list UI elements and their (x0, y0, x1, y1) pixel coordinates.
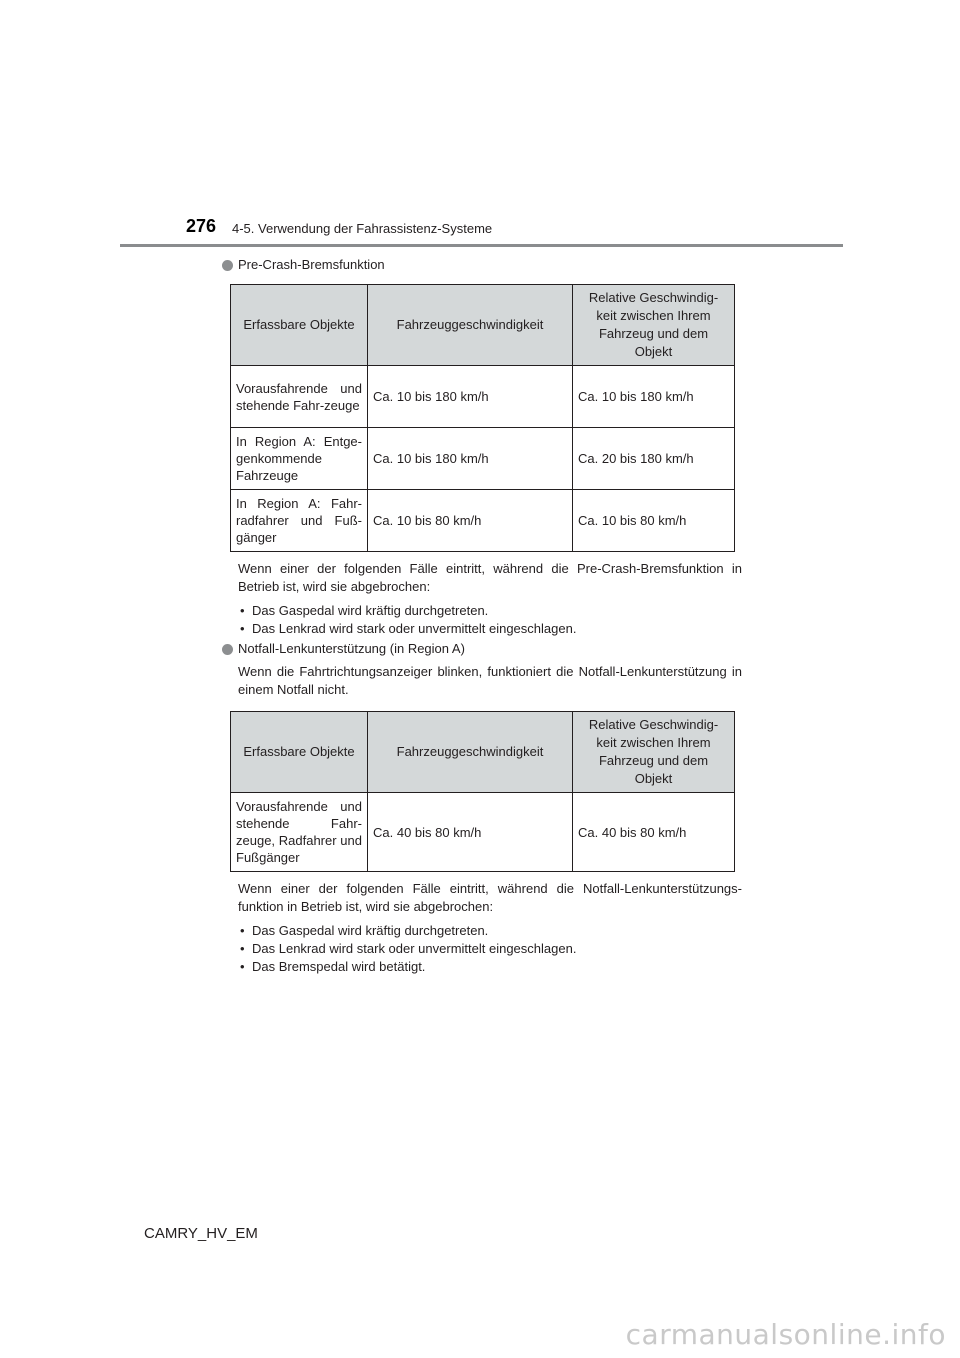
table-cell: In Region A: Entge-genkommende Fahrzeuge (231, 428, 368, 490)
table-cell: Ca. 20 bis 180 km/h (573, 428, 735, 490)
steering-heading-text: Notfall-Lenkunterstützung (in Region A) (238, 641, 465, 656)
pre-crash-note: Wenn einer der folgenden Fälle eintritt, während die Pre-Crash-Bremsfunktion in Betrieb ist, wird sie abgebrochen: (238, 561, 742, 594)
table-cell: Ca. 10 bis 80 km/h (368, 490, 573, 552)
table-cell: In Region A: Fahr-radfahrer und Fuß-gänger (231, 490, 368, 552)
table-cell: Ca. 40 bis 80 km/h (368, 793, 573, 872)
pre-crash-list (238, 602, 742, 638)
table-row (231, 366, 735, 428)
column-header: Fahrzeuggeschwindigkeit (368, 285, 573, 366)
document-code: CAMRY_HV_EM (144, 1225, 258, 1242)
table-row (231, 490, 735, 552)
column-header: Erfassbare Objekte (231, 712, 368, 793)
steering-intro: Wenn die Fahrtrichtungsanzeiger blinken, funktioniert die Notfall-Lenkunterstützung in einem Notfall nicht. (238, 664, 742, 697)
table-cell: Ca. 10 bis 180 km/h (573, 366, 735, 428)
table-header-row (231, 285, 735, 366)
pre-crash-heading (222, 256, 742, 274)
bullet-circle-icon (222, 644, 233, 655)
table-row (231, 428, 735, 490)
steering-heading (222, 640, 742, 658)
watermark: carmanualsonline.info (625, 1318, 946, 1351)
table-row (231, 793, 735, 872)
column-header: Relative Geschwindig-keit zwischen Ihrem Fahrzeug und dem Objekt (573, 285, 735, 366)
column-header: Fahrzeuggeschwindigkeit (368, 712, 573, 793)
header-rule (120, 244, 843, 247)
list-item: • Das Lenkrad wird stark oder unvermittelt eingeschlagen. (238, 620, 742, 638)
list-item: • Das Bremspedal wird betätigt. (238, 958, 742, 976)
table-cell: Vorausfahrende und stehende Fahr-zeuge, Radfahrer und Fußgänger (231, 793, 368, 872)
table-cell: Ca. 10 bis 180 km/h (368, 366, 573, 428)
list-item: • Das Gaspedal wird kräftig durchgetreten. (238, 922, 742, 940)
table-cell: Ca. 10 bis 80 km/h (573, 490, 735, 552)
steering-note: Wenn einer der folgenden Fälle eintritt, während die Notfall-Lenkunterstützungs-funktion in Betrieb ist, wird sie abgebrochen: (238, 881, 742, 914)
pre-crash-heading-text: Pre-Crash-Bremsfunktion (238, 257, 385, 272)
list-item: • Das Lenkrad wird stark oder unvermittelt eingeschlagen. (238, 940, 742, 958)
pre-crash-table (230, 284, 735, 552)
steering-list (238, 922, 742, 976)
table-cell: Ca. 40 bis 80 km/h (573, 793, 735, 872)
page-number: 276 (186, 216, 217, 236)
list-item: • Das Gaspedal wird kräftig durchgetreten. (238, 602, 742, 620)
bullet-circle-icon (222, 260, 233, 271)
column-header: Relative Geschwindig-keit zwischen Ihrem Fahrzeug und dem Objekt (573, 712, 735, 793)
table-cell: Vorausfahrende und stehende Fahr-zeuge (231, 366, 368, 428)
page-content (222, 256, 742, 976)
column-header: Erfassbare Objekte (231, 285, 368, 366)
steering-table (230, 711, 735, 872)
table-cell: Ca. 10 bis 180 km/h (368, 428, 573, 490)
section-title: 4-5. Verwendung der Fahrassistenz-Systeme (232, 221, 493, 236)
table-header-row (231, 712, 735, 793)
